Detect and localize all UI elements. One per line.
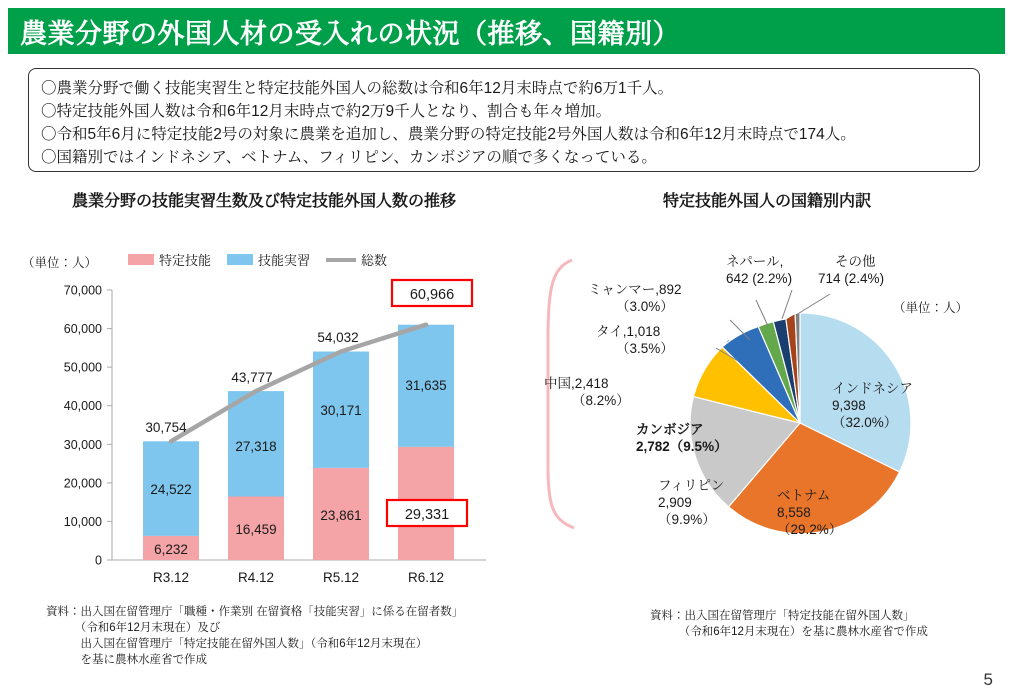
pie-value-china: （8.2%） (572, 393, 630, 408)
total-label-r6: 60,966 (409, 287, 455, 303)
page-number: 5 (983, 670, 993, 689)
left-chart-unit-label: （単位：人） (22, 256, 98, 270)
pie-label-china: 中国,2,418 (544, 376, 609, 391)
pie-percent-philippines: （9.9%） (658, 512, 716, 527)
right-chart-heading: 特定技能外国人の国籍別内訳 (663, 193, 872, 210)
y-tick-20000: 20,000 (63, 476, 102, 491)
x-tick-r3: R3.12 (152, 570, 190, 585)
pie-label-vietnam: ベトナム (777, 488, 831, 503)
legend-swatch-tokutei (128, 254, 154, 265)
pie-label-philippines: フィリピン (658, 478, 725, 493)
summary-line-4: 〇国籍別ではインドネシア、ベトナム、フィリピン、カンボジアの順で多くなっている。 (41, 149, 657, 166)
pie-value-philippines: 2,909 (658, 495, 692, 510)
legend-item-total (326, 250, 387, 269)
bar-chart-legend (128, 250, 387, 269)
right-chart-source (650, 608, 928, 640)
right-chart-unit-label: （単位：人） (893, 301, 969, 315)
left-source-line-2: （令和6年12月末現在）及び (46, 622, 221, 634)
pie-value-vietnam: 8,558 (777, 505, 811, 520)
summary-line-3: 〇令和5年6月に特定技能2号の対象に農業を追加し、農業分野の特定技能2号外国人数は令和6年12月末時点で174人。 (41, 126, 856, 143)
legend-label-tokutei: 特定技能 (159, 253, 212, 268)
total-label-r3: 30,754 (145, 420, 187, 435)
pie-percent-indonesia: （32.0%） (832, 415, 898, 430)
pie-value-indonesia: 9,398 (832, 398, 866, 413)
legend-item-tokutei (128, 250, 211, 269)
right-source-line-1: 資料：出入国在留管理庁「特定技能在留外国人数」 (650, 610, 915, 622)
legend-swatch-total (326, 258, 356, 262)
bar-chart-x-tick-labels (153, 570, 444, 585)
summary-line-2: 〇特定技能外国人数は令和6年12月末時点で約2万9千人となり、割合も年々増加。 (41, 103, 612, 120)
y-tick-60000: 60,000 (63, 322, 102, 337)
pie-value-other: 714 (2.4%) (818, 271, 885, 286)
y-tick-70000: 70,000 (63, 283, 102, 298)
ginou-label-r6: 31,635 (405, 378, 447, 393)
left-source-line-3: 出入国在留管理庁「特定技能在留外国人数」（令和6年12月末現在） (46, 638, 428, 650)
page-title: 農業分野の外国人材の受入れの状況（推移、国籍別） (20, 18, 680, 49)
pie-label-thailand: タイ,1,018 (596, 324, 661, 339)
tokutei-label-r3: 6,232 (154, 542, 188, 557)
tokutei-label-r6: 29,331 (404, 507, 450, 523)
summary-box (28, 68, 980, 172)
total-label-r5: 54,032 (317, 330, 359, 345)
x-tick-r5: R5.12 (322, 570, 360, 585)
y-tick-40000: 40,000 (63, 399, 102, 414)
legend-label-total: 総数 (361, 253, 388, 268)
total-line (171, 325, 426, 442)
y-tick-10000: 10,000 (63, 514, 102, 529)
pie-chart (530, 228, 1000, 618)
pie-value-myanmar: （3.0%） (616, 299, 674, 314)
page-title-bar (8, 8, 1005, 54)
left-source-line-4: を基に農林水産省で作成 (46, 654, 207, 666)
pie-value-cambodia: 2,782（9.5%） (636, 439, 728, 454)
pie-label-indonesia: インドネシア (832, 381, 913, 396)
summary-line-1: 〇農業分野で働く技能実習生と特定技能外国人の総数は令和6年12月末時点で約6万1千人。 (41, 80, 674, 97)
y-tick-30000: 30,000 (63, 437, 102, 452)
left-chart-heading: 農業分野の技能実習生数及び特定技能外国人数の推移 (72, 193, 457, 210)
left-chart-source (46, 604, 463, 668)
y-tick-50000: 50,000 (63, 360, 102, 375)
pie-label-myanmar: ミャンマー,892 (588, 282, 682, 297)
pie-value-thailand: （3.5%） (616, 341, 674, 356)
pie-label-cambodia: カンボジア (636, 422, 704, 437)
pie-label-other: その他 (835, 254, 876, 269)
ginou-label-r4: 27,318 (235, 439, 277, 454)
bracket-connector (548, 260, 574, 528)
x-tick-r6: R6.12 (407, 570, 445, 585)
ginou-label-r5: 30,171 (320, 403, 362, 418)
ginou-label-r3: 24,522 (150, 482, 192, 497)
right-source-line-2: （令和6年12月末現在）を基に農林水産省で作成 (650, 626, 928, 638)
x-tick-r4: R4.12 (237, 570, 275, 585)
left-source-line-1: 資料：出入国在留管理庁「職種・作業別 在留資格「技能実習」に係る在留者数」 (46, 606, 464, 618)
tokutei-label-r4: 16,459 (235, 522, 277, 537)
pie-percent-vietnam: （29.2%） (777, 522, 843, 537)
total-label-r4: 43,777 (231, 370, 273, 385)
tokutei-label-r5: 23,861 (320, 508, 362, 523)
pie-value-nepal: 642 (2.2%) (726, 271, 793, 286)
bar-chart-y-ticks (107, 290, 112, 560)
legend-item-ginou (227, 250, 310, 269)
legend-label-ginou: 技能実習 (258, 253, 311, 268)
y-tick-0: 0 (95, 553, 102, 568)
bar-chart-y-tick-labels (64, 284, 102, 568)
bar-group-r5 (313, 352, 369, 561)
pie-label-nepal: ネパール, (726, 254, 784, 269)
bar-chart (16, 272, 516, 602)
legend-swatch-ginou (227, 254, 253, 265)
